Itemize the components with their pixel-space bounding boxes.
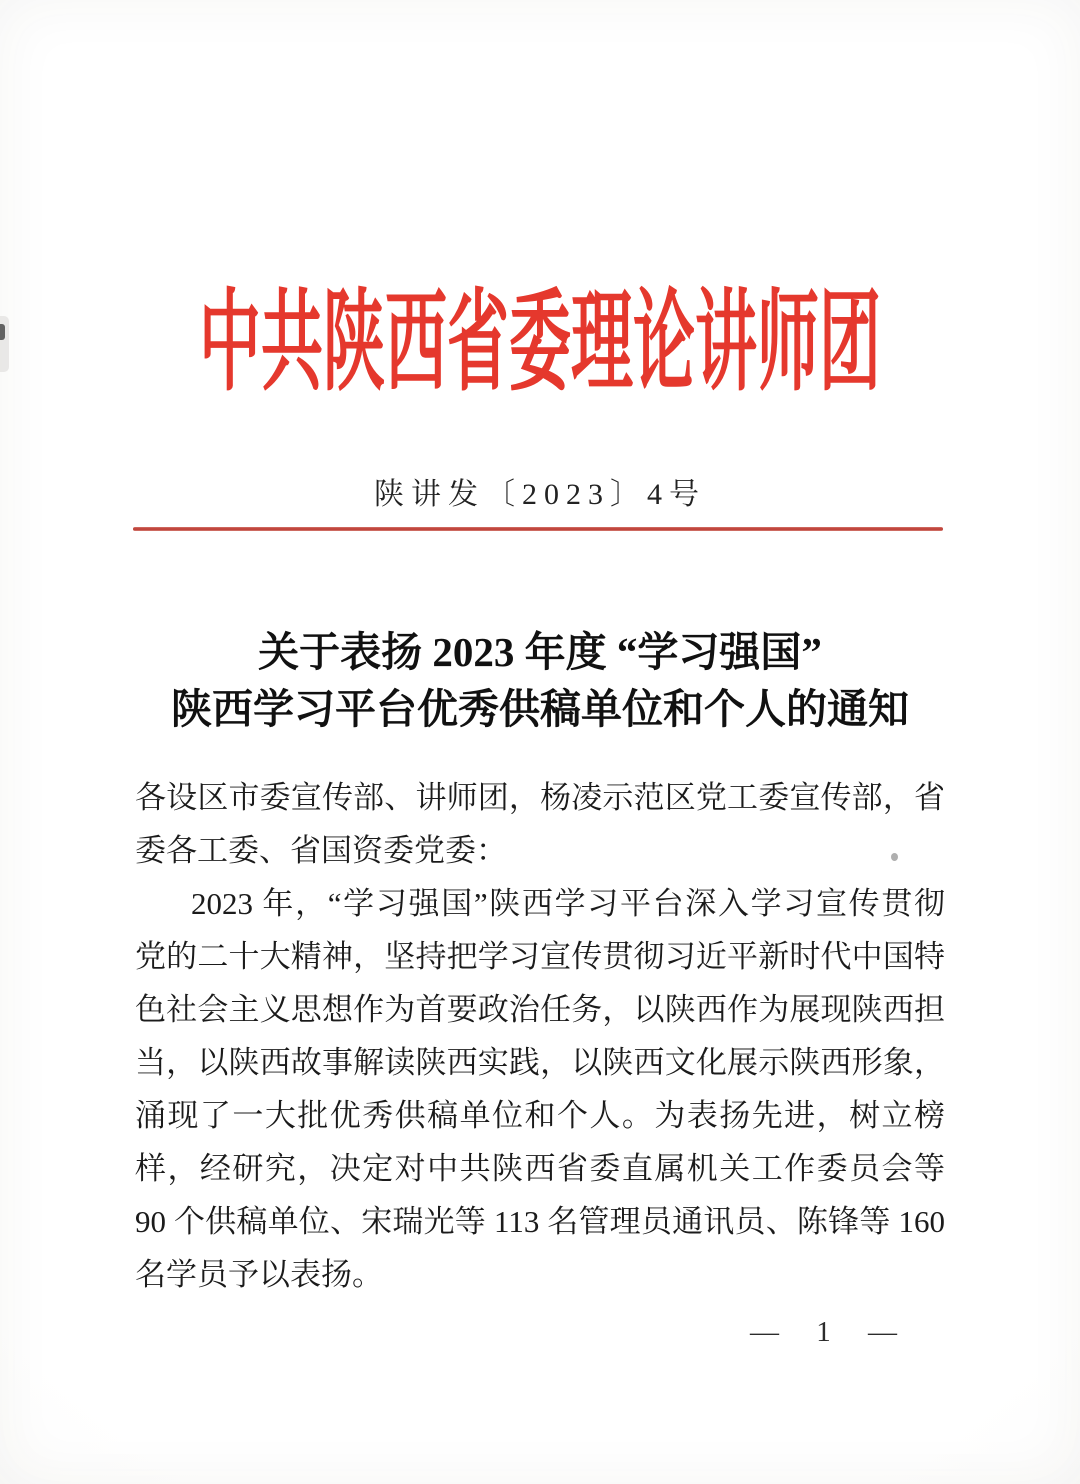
notice-body bbox=[135, 771, 945, 1301]
body-line-1: 各设区市委宣传部、讲师团，杨凌示范区党工委宣传部，省 bbox=[135, 780, 945, 815]
body-line-3: 2023 年，“学习强国”陕西学习平台深入学习宣传贯彻 bbox=[191, 886, 945, 921]
page-number: — 1 — bbox=[750, 1316, 912, 1348]
body-line-4: 党的二十大精神，坚持把学习宣传贯彻习近平新时代中国特 bbox=[135, 939, 945, 974]
document-number: 陕讲发〔2023〕4号 bbox=[374, 478, 706, 511]
body-line-6: 当，以陕西故事解读陕西实践，以陕西文化展示陕西形象， bbox=[135, 1045, 945, 1080]
notice-title bbox=[0, 624, 1080, 738]
body-line-9: 90 个供稿单位、宋瑞光等 113 名管理员通讯员、陈锋等 160 bbox=[135, 1204, 945, 1239]
body-line-5: 色社会主义思想作为首要政治任务，以陕西作为展现陕西担 bbox=[135, 992, 945, 1027]
body-line-10: 名学员予以表扬。 bbox=[135, 1257, 383, 1292]
agency-masthead-title: 中共陕西省委理论讲师团 bbox=[198, 283, 881, 405]
body-line-7: 涌现了一大批优秀供稿单位和个人。为表扬先进，树立榜 bbox=[135, 1098, 945, 1133]
body-line-2: 委各工委、省国资委党委： bbox=[135, 833, 507, 868]
body-line-8: 样，经研究，决定对中共陕西省委直属机关工作委员会等 bbox=[135, 1151, 945, 1186]
notice-title-line-1: 关于表扬 2023 年度 “学习强国” bbox=[258, 629, 822, 675]
notice-title-line-2: 陕西学习平台优秀供稿单位和个人的通知 bbox=[171, 686, 909, 732]
red-separator-line bbox=[133, 527, 943, 531]
scan-artifact-dot bbox=[891, 853, 898, 861]
